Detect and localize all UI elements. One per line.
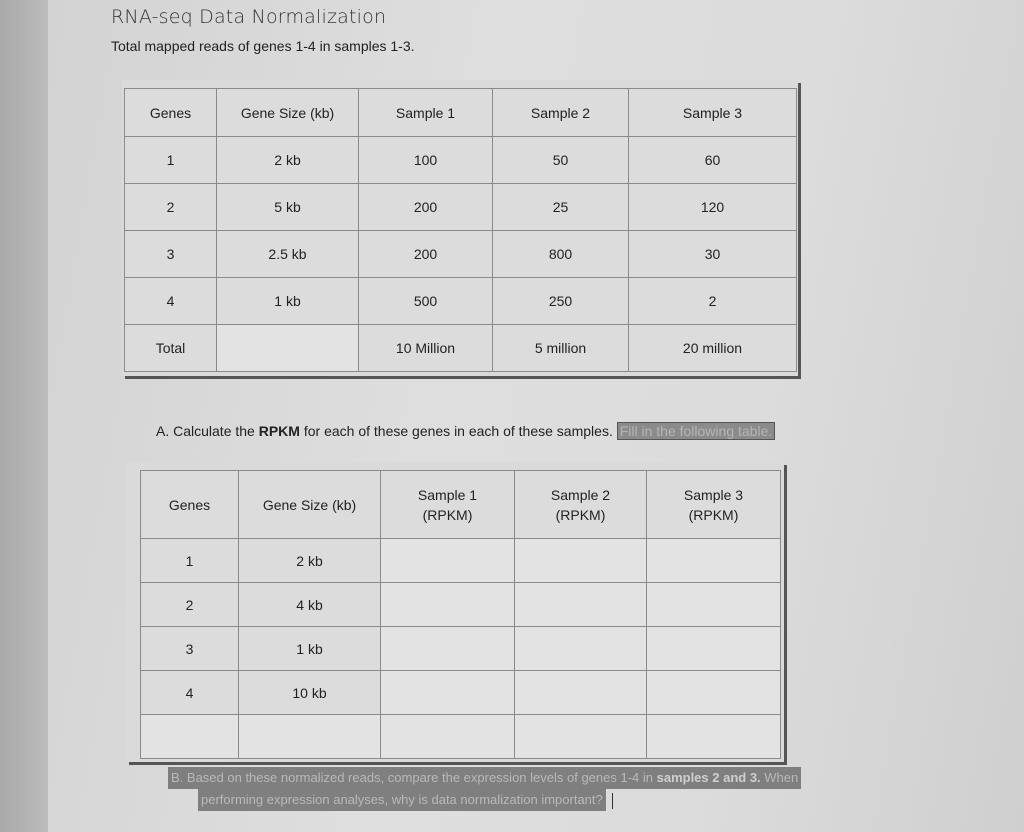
table-cell: 5 kb: [217, 184, 359, 231]
table-cell: 4: [141, 671, 239, 715]
table-cell: 4: [125, 278, 217, 325]
document-title: RNA-seq Data Normalization: [111, 6, 387, 28]
table-cell: 5 million: [493, 325, 629, 372]
question-b: [168, 767, 801, 811]
table-cell: 2: [125, 184, 217, 231]
table-cell: 250: [493, 278, 629, 325]
table2-header-text: Sample 1: [417, 486, 478, 503]
table1-header-row: [125, 89, 797, 137]
table-cell: 100: [359, 137, 493, 184]
table1-header-text: Sample 2: [530, 104, 591, 121]
question-a-rest: for each of these genes in each of these samples.: [299, 423, 617, 439]
table-cell: Total: [125, 325, 217, 372]
answer-cell[interactable]: [515, 627, 647, 671]
table1-header-text: Genes: [149, 104, 192, 121]
table-cell: 200: [359, 231, 493, 278]
answer-cell[interactable]: [381, 539, 515, 583]
table1-header-cell: [125, 89, 217, 137]
table-cell: 10 kb: [239, 671, 381, 715]
table1-header-cell: [217, 89, 359, 137]
question-a-bold: RPKM: [258, 423, 300, 439]
table-row: [141, 715, 781, 759]
table-cell: [141, 715, 239, 759]
table1-header-text: Sample 3: [682, 104, 743, 121]
table-row: [141, 627, 781, 671]
table-cell: 25: [493, 184, 629, 231]
table-row: [125, 278, 797, 325]
table2-header-text: Sample 2: [550, 486, 611, 503]
question-b-line1: [168, 767, 801, 789]
answer-cell[interactable]: [515, 539, 647, 583]
question-b-line1-start: B. Based on these normalized reads, compare the expression levels of genes 1-4 in: [171, 770, 657, 785]
table-row: [125, 137, 797, 184]
table-cell: 2 kb: [217, 137, 359, 184]
question-a: [156, 423, 775, 439]
table-row: [141, 539, 781, 583]
table-row: [125, 231, 797, 278]
answer-cell[interactable]: [515, 583, 647, 627]
table-row: [141, 583, 781, 627]
table2-header-text: (RPKM): [688, 506, 739, 523]
question-b-line1-end: When: [760, 770, 799, 785]
question-b-line1-bold: samples 2 and 3.: [656, 770, 761, 785]
table-cell: 30: [629, 231, 797, 278]
table1-header-cell: [359, 89, 493, 137]
table1-header-text: Sample 1: [395, 104, 456, 121]
table2-header-text: Genes: [168, 496, 211, 513]
table-cell: 2 kb: [239, 539, 381, 583]
table-cell: [217, 325, 359, 372]
table2-header-row: [141, 471, 781, 539]
answer-cell[interactable]: [647, 671, 781, 715]
answer-cell[interactable]: [647, 715, 781, 759]
table2-header-cell: [141, 471, 239, 539]
answer-cell[interactable]: [381, 583, 515, 627]
answer-cell[interactable]: [647, 539, 781, 583]
table2-header-cell: [239, 471, 381, 539]
table-row: [125, 184, 797, 231]
document-subtitle: Total mapped reads of genes 1-4 in samples 1-3.: [111, 38, 415, 54]
question-b-line2: performing expression analyses, why is data normalization important?: [198, 789, 606, 811]
table-cell: 120: [629, 184, 797, 231]
table-cell: 3: [125, 231, 217, 278]
table2-header-text: Gene Size (kb): [262, 496, 357, 513]
table2-header-text: (RPKM): [555, 506, 606, 523]
table-cell: 2: [629, 278, 797, 325]
rpkm-table[interactable]: [140, 470, 781, 759]
table-cell: 4 kb: [239, 583, 381, 627]
table1-header-text: Gene Size (kb): [240, 104, 335, 121]
table-cell: 60: [629, 137, 797, 184]
table2-header-text: (RPKM): [422, 506, 473, 523]
table-cell: 1: [125, 137, 217, 184]
table-cell: 3: [141, 627, 239, 671]
table-row: [125, 325, 797, 372]
table1-header-cell: [629, 89, 797, 137]
table-cell: 500: [359, 278, 493, 325]
text-cursor[interactable]: [612, 793, 613, 809]
table-row: [141, 671, 781, 715]
reads-table: [124, 88, 797, 372]
table-cell: 20 million: [629, 325, 797, 372]
table-cell: 200: [359, 184, 493, 231]
table1-header-cell: [493, 89, 629, 137]
table-cell: 2.5 kb: [217, 231, 359, 278]
table-cell: 50: [493, 137, 629, 184]
answer-cell[interactable]: [381, 715, 515, 759]
table-cell: 1 kb: [239, 627, 381, 671]
question-a-highlight: Fill in the following table.: [617, 422, 776, 440]
table-cell: 1 kb: [217, 278, 359, 325]
left-margin-bar: [0, 0, 48, 832]
answer-cell[interactable]: [647, 627, 781, 671]
table-cell: [239, 715, 381, 759]
table-cell: 800: [493, 231, 629, 278]
table2-header-cell: [381, 471, 515, 539]
answer-cell[interactable]: [381, 671, 515, 715]
question-a-prefix: A. Calculate the: [156, 423, 259, 439]
answer-cell[interactable]: [515, 671, 647, 715]
answer-cell[interactable]: [515, 715, 647, 759]
answer-cell[interactable]: [381, 627, 515, 671]
table-cell: 1: [141, 539, 239, 583]
table2-header-cell: [515, 471, 647, 539]
table-cell: 10 Million: [359, 325, 493, 372]
answer-cell[interactable]: [647, 583, 781, 627]
table2-header-text: Sample 3: [683, 486, 744, 503]
table-cell: 2: [141, 583, 239, 627]
table2-header-cell: [647, 471, 781, 539]
